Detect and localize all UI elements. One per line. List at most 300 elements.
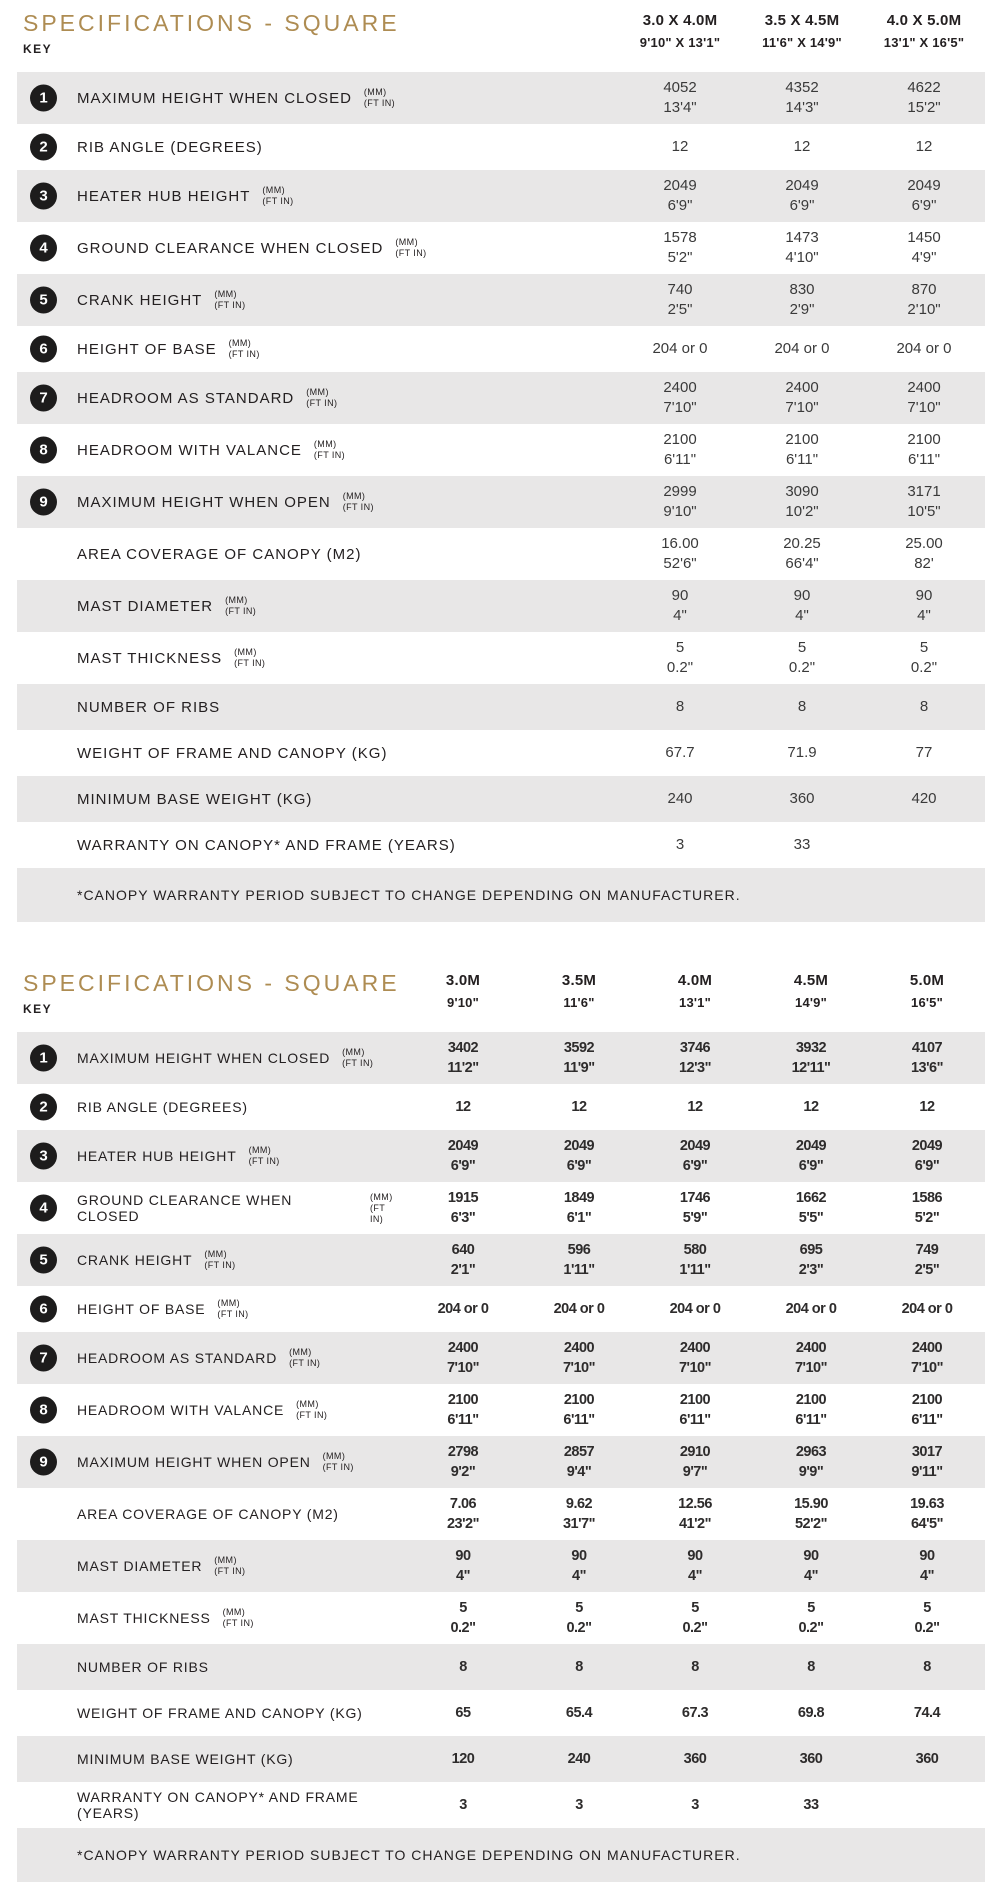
spec-value-cell	[405, 1592, 521, 1644]
spec-value-line: 2999	[663, 483, 697, 500]
spec-value-cell	[741, 737, 863, 769]
spec-value-line: 4"	[572, 1568, 586, 1584]
spec-value-line: 4"	[456, 1568, 470, 1584]
spec-value-line: 12	[455, 1099, 471, 1115]
spec-value-line: 14'3"	[785, 99, 819, 116]
spec-value-line: 7'10"	[910, 1360, 943, 1376]
column-imperial-label: 13'1"	[679, 995, 711, 1010]
spec-value-cell	[637, 1436, 753, 1488]
spec-row	[17, 222, 985, 274]
spec-value-cell	[405, 1651, 521, 1683]
spec-value-line: 2049	[911, 1138, 943, 1154]
spec-value-line: 2400	[785, 379, 819, 396]
spec-label-cell	[17, 741, 619, 766]
spec-value-cell	[863, 131, 985, 163]
spec-value-line: 8	[807, 1659, 815, 1675]
spec-value-cell	[637, 1592, 753, 1644]
spec-value-line: 90	[915, 587, 933, 604]
spec-value-cell	[619, 333, 741, 365]
key-number-badge: 6	[30, 336, 57, 363]
key-number-badge: 7	[30, 385, 57, 412]
spec-value-cell	[753, 1436, 869, 1488]
spec-value-cell	[863, 222, 985, 274]
spec-value-cell	[863, 691, 985, 723]
spec-value-line: 3746	[679, 1040, 711, 1056]
table2-title-block	[17, 970, 405, 1016]
column-size-label: 3.0M	[445, 972, 481, 989]
spec-value-line: 20.25	[783, 535, 821, 552]
spec-value-cell	[863, 737, 985, 769]
spec-value-cell	[521, 1234, 637, 1286]
spec-value-line: 12	[915, 138, 933, 155]
unit-line: (FT IN)	[262, 196, 294, 206]
key-number-badge: 2	[30, 134, 57, 161]
key-number-badge: 9	[30, 1449, 57, 1476]
spec-label: MINIMUM BASE WEIGHT (KG)	[77, 1751, 294, 1767]
spec-label: HEATER HUB HEIGHT	[77, 187, 251, 205]
spec-value-cell	[741, 528, 863, 580]
spec-value-line: 1662	[795, 1190, 827, 1206]
spec-value-line: 12	[687, 1099, 703, 1115]
spec-row	[17, 124, 985, 170]
spec-row	[17, 1182, 985, 1234]
spec-value-line: 3171	[907, 483, 941, 500]
spec-value-line: 90	[571, 1548, 587, 1564]
spec-value-line: 9'9"	[798, 1464, 824, 1480]
spec-value-line: 33	[793, 836, 811, 853]
column-header	[521, 972, 637, 1010]
spec-row	[17, 1540, 985, 1592]
column-size-label: 4.5M	[793, 972, 829, 989]
spec-value-line: 0.2"	[910, 659, 938, 676]
spec-value-cell	[521, 1091, 637, 1123]
spec-value-line: 3	[675, 836, 685, 853]
spec-label: AREA COVERAGE OF CANOPY (M2)	[77, 545, 362, 563]
spec-value-cell	[637, 1488, 753, 1540]
spec-value-cell	[637, 1651, 753, 1683]
spec-value-line: 41'2"	[678, 1516, 711, 1532]
spec-value-line: 0.2"	[798, 1620, 824, 1636]
spec-row	[17, 1736, 985, 1782]
spec-value-cell	[405, 1488, 521, 1540]
spec-label-cell	[17, 1655, 405, 1679]
spec-value-line: 9'4"	[566, 1464, 592, 1480]
spec-value-line: 2100	[785, 431, 819, 448]
spec-label: MAST DIAMETER	[77, 1558, 203, 1574]
spec-value-cell	[753, 1234, 869, 1286]
spec-value-line: 5'2"	[914, 1210, 940, 1226]
key-number-badge: 4	[30, 235, 57, 262]
column-imperial-label: 9'10" X 13'1"	[639, 35, 721, 50]
key-number-badge: 1	[30, 85, 57, 112]
spec-label: HEADROOM AS STANDARD	[77, 389, 295, 407]
spec-value-line: 77	[915, 744, 933, 761]
spec-value-line: 1746	[679, 1190, 711, 1206]
spec-value-line: 66'4"	[785, 555, 819, 572]
spec-value-line: 240	[667, 790, 693, 807]
spec-value-line: 360	[789, 790, 815, 807]
key-number-badge: 4	[30, 1195, 57, 1222]
spec-value-line: 749	[915, 1242, 939, 1258]
spec-value-cell	[753, 1488, 869, 1540]
spec-value-line: 204 or 0	[785, 1301, 837, 1317]
spec-value-line: 204 or 0	[774, 340, 830, 357]
spec-value-cell	[521, 1130, 637, 1182]
key-number-badge: 8	[30, 437, 57, 464]
spec-row	[17, 1130, 985, 1182]
spec-value-cell	[863, 839, 985, 851]
spec-value-cell	[405, 1332, 521, 1384]
spec-label-cell	[17, 1141, 405, 1171]
spec-label-cell	[17, 1395, 405, 1425]
spec-value-line: 204 or 0	[669, 1301, 721, 1317]
spec-value-cell	[521, 1488, 637, 1540]
spec-row	[17, 476, 985, 528]
unit-note	[296, 1399, 327, 1421]
spec-row	[17, 1332, 985, 1384]
spec-label-cell	[17, 695, 619, 720]
spec-value-line: 67.3	[681, 1705, 709, 1721]
unit-note	[314, 439, 345, 461]
spec-value-cell	[521, 1032, 637, 1084]
spec-value-line: 4'9"	[911, 249, 937, 266]
spec-value-cell	[521, 1540, 637, 1592]
spec-value-line: 1'11"	[563, 1262, 595, 1278]
spec-value-cell	[741, 274, 863, 326]
spec-value-line: 12'11"	[791, 1060, 831, 1076]
spec-value-cell	[869, 1384, 985, 1436]
spec-value-line: 64'5"	[910, 1516, 943, 1532]
unit-line: (MM)	[370, 1191, 393, 1202]
spec-label: WEIGHT OF FRAME AND CANOPY (KG)	[77, 1705, 363, 1721]
spec-value-cell	[521, 1436, 637, 1488]
spec-value-cell	[521, 1332, 637, 1384]
spec-label: AREA COVERAGE OF CANOPY (M2)	[77, 1506, 339, 1522]
spec-value-cell	[869, 1540, 985, 1592]
spec-value-line: 6'11"	[447, 1412, 479, 1428]
spec-value-cell	[741, 72, 863, 124]
spec-value-cell	[637, 1091, 753, 1123]
spec-value-line: 69.8	[797, 1705, 825, 1721]
spec-table-single-size	[17, 970, 985, 1882]
spec-value-line: 0.2"	[450, 1620, 476, 1636]
spec-value-line: 2857	[563, 1444, 595, 1460]
spec-value-cell	[753, 1332, 869, 1384]
spec-value-line: 4107	[911, 1040, 943, 1056]
spec-value-line: 12	[671, 138, 689, 155]
unit-line: (MM)	[322, 1451, 346, 1461]
spec-value-line: 740	[667, 281, 693, 298]
spec-row	[17, 372, 985, 424]
unit-line: (MM)	[289, 1347, 312, 1357]
spec-label-cell	[17, 1343, 405, 1373]
spec-value-line: 2400	[795, 1340, 827, 1356]
spec-label: HEADROOM WITH VALANCE	[77, 1402, 285, 1418]
spec-value-line: 360	[683, 1751, 707, 1767]
spec-value-cell	[869, 1436, 985, 1488]
spec-value-line: 3090	[785, 483, 819, 500]
spec-value-line: 7'10"	[446, 1360, 479, 1376]
spec-label-cell	[17, 1747, 405, 1771]
spec-value-line: 3592	[563, 1040, 595, 1056]
spec-label: WEIGHT OF FRAME AND CANOPY (KG)	[77, 744, 388, 762]
spec-row	[17, 72, 985, 124]
spec-value-cell	[863, 333, 985, 365]
spec-value-cell	[869, 1651, 985, 1683]
key-number-badge: 1	[30, 1045, 57, 1072]
spec-value-line: 8	[919, 698, 929, 715]
spec-value-line: 6'1"	[566, 1210, 592, 1226]
spec-value-line: 6'11"	[663, 451, 697, 468]
spec-value-cell	[863, 424, 985, 476]
spec-value-cell	[521, 1743, 637, 1775]
spec-row	[17, 822, 985, 868]
spec-value-cell	[405, 1697, 521, 1729]
spec-value-line: 640	[451, 1242, 475, 1258]
spec-value-line: 596	[567, 1242, 591, 1258]
unit-line: (MM)	[228, 338, 252, 348]
spec-value-line: 4"	[917, 607, 931, 624]
spec-row	[17, 1436, 985, 1488]
key-number-badge: 9	[30, 489, 57, 516]
spec-label: HEADROOM AS STANDARD	[77, 1350, 278, 1366]
spec-value-line: 8	[691, 1659, 699, 1675]
spec-label-cell	[17, 435, 619, 465]
spec-value-cell	[863, 476, 985, 528]
spec-value-line: 2'10"	[907, 301, 941, 318]
spec-value-line: 2'3"	[798, 1262, 824, 1278]
spec-value-cell	[619, 222, 741, 274]
column-size-label: 4.0 X 5.0M	[886, 12, 962, 29]
spec-value-cell	[405, 1384, 521, 1436]
unit-line: (MM)	[222, 1607, 246, 1617]
spec-value-line: 6'9"	[798, 1158, 824, 1174]
spec-value-cell	[619, 372, 741, 424]
spec-value-line: 5	[691, 1600, 699, 1616]
spec-value-line: 5'2"	[667, 249, 693, 266]
spec-value-line: 4"	[673, 607, 687, 624]
spec-value-cell	[521, 1651, 637, 1683]
spec-value-cell	[753, 1182, 869, 1234]
spec-label-cell	[17, 233, 619, 263]
spec-value-cell	[619, 632, 741, 684]
spec-label: MAXIMUM HEIGHT WHEN OPEN	[77, 493, 331, 511]
spec-value-cell	[869, 1234, 985, 1286]
spec-value-line: 6'9"	[667, 197, 693, 214]
spec-value-line: 5	[797, 639, 807, 656]
spec-value-line: 3	[575, 1797, 583, 1813]
spec-row	[17, 170, 985, 222]
spec-value-cell	[741, 372, 863, 424]
unit-line: (FT IN)	[322, 1462, 354, 1472]
spec-value-cell	[753, 1697, 869, 1729]
spec-value-line: 33	[803, 1797, 819, 1813]
spec-value-line: 9'10"	[663, 503, 697, 520]
unit-note	[214, 1555, 245, 1577]
spec-value-cell	[753, 1384, 869, 1436]
spec-value-line: 830	[789, 281, 815, 298]
spec-value-line: 3	[459, 1797, 467, 1813]
unit-note	[225, 595, 256, 617]
spec-label: RIB ANGLE (DEGREES)	[77, 138, 263, 156]
unit-note	[249, 1145, 280, 1167]
spec-value-line: 580	[683, 1242, 707, 1258]
spec-value-line: 5	[575, 1600, 583, 1616]
spec-value-cell	[863, 372, 985, 424]
spec-label-cell	[17, 1551, 405, 1581]
spec-value-line: 360	[915, 1751, 939, 1767]
spec-value-line: 4352	[785, 79, 819, 96]
column-imperial-label: 16'5"	[911, 995, 943, 1010]
spec-label-cell	[17, 487, 619, 517]
unit-line: (FT IN)	[228, 349, 260, 359]
spec-value-cell	[753, 1032, 869, 1084]
spec-label-cell	[17, 285, 619, 315]
spec-value-cell	[753, 1091, 869, 1123]
spec-label-cell	[17, 1095, 405, 1119]
spec-label: MINIMUM BASE WEIGHT (KG)	[77, 790, 313, 808]
spec-value-line: 2963	[795, 1444, 827, 1460]
spec-value-cell	[619, 170, 741, 222]
spec-value-line: 90	[455, 1548, 471, 1564]
spec-label-cell	[17, 542, 619, 567]
spec-label: NUMBER OF RIBS	[77, 698, 221, 716]
column-imperial-label: 13'1" X 16'5"	[883, 35, 965, 50]
spec-value-line: 90	[687, 1548, 703, 1564]
spec-value-line: 8	[797, 698, 807, 715]
spec-value-line: 15.90	[794, 1496, 828, 1512]
spec-value-cell	[753, 1743, 869, 1775]
unit-line: (MM)	[342, 1047, 365, 1057]
spec-value-cell	[521, 1182, 637, 1234]
spec-value-line: 9'7"	[682, 1464, 708, 1480]
spec-value-cell	[741, 829, 863, 861]
unit-note	[289, 1347, 320, 1369]
column-header	[405, 972, 521, 1010]
spec-value-line: 2049	[795, 1138, 827, 1154]
spec-value-line: 90	[919, 1548, 935, 1564]
spec-value-line: 9'2"	[450, 1464, 476, 1480]
unit-line: (MM)	[395, 237, 418, 247]
spec-label-cell	[17, 1245, 405, 1275]
spec-value-line: 2400	[679, 1340, 711, 1356]
spec-value-cell	[869, 1293, 985, 1325]
spec-value-cell	[619, 72, 741, 124]
spec-value-line: 120	[451, 1751, 475, 1767]
spec-value-line: 1849	[563, 1190, 595, 1206]
spec-value-line: 3017	[911, 1444, 943, 1460]
key-label: KEY	[23, 42, 53, 56]
spec-row	[17, 1488, 985, 1540]
spec-value-cell	[521, 1789, 637, 1821]
spec-value-cell	[405, 1182, 521, 1234]
spec-label-cell	[17, 1701, 405, 1725]
spec-value-line: 1578	[663, 229, 697, 246]
spec-label-cell	[17, 787, 619, 812]
spec-label-cell	[17, 643, 619, 673]
spec-value-line: 5	[675, 639, 685, 656]
spec-label-cell	[17, 1785, 405, 1825]
unit-line: (MM)	[342, 491, 366, 501]
spec-value-cell	[521, 1697, 637, 1729]
spec-row	[17, 1644, 985, 1690]
spec-value-line: 5'9"	[682, 1210, 708, 1226]
spec-value-line: 6'11"	[679, 1412, 711, 1428]
unit-line: (MM)	[214, 289, 237, 299]
spec-label-cell	[17, 591, 619, 621]
spec-value-cell	[405, 1789, 521, 1821]
spec-value-cell	[637, 1130, 753, 1182]
spec-value-line: 6'9"	[682, 1158, 708, 1174]
unit-line: (MM)	[214, 1555, 237, 1565]
spec-row	[17, 632, 985, 684]
key-number-badge: 5	[30, 287, 57, 314]
spec-value-cell	[869, 1182, 985, 1234]
spec-value-cell	[637, 1234, 753, 1286]
spec-row	[17, 1782, 985, 1828]
spec-value-cell	[405, 1743, 521, 1775]
spec-value-line: 240	[567, 1751, 591, 1767]
spec-value-line: 2910	[679, 1444, 711, 1460]
unit-line: (FT IN)	[342, 502, 374, 512]
spec-value-line: 4"	[795, 607, 809, 624]
spec-value-cell	[869, 1743, 985, 1775]
column-header	[863, 12, 985, 50]
spec-label-cell	[17, 1603, 405, 1633]
spec-value-cell	[521, 1293, 637, 1325]
column-headers	[619, 10, 985, 50]
spec-label: MAXIMUM HEIGHT WHEN CLOSED	[77, 1050, 331, 1066]
spec-value-line: 71.9	[787, 744, 817, 761]
spec-value-line: 12	[803, 1099, 819, 1115]
unit-note	[229, 338, 260, 360]
spec-value-line: 7'10"	[562, 1360, 595, 1376]
spec-value-line: 1586	[911, 1190, 943, 1206]
spec-value-line: 420	[911, 790, 937, 807]
spec-rows	[17, 1032, 985, 1828]
unit-note	[342, 1047, 373, 1069]
spec-label-cell	[17, 1502, 405, 1526]
unit-line: (FT IN)	[248, 1156, 280, 1166]
spec-value-line: 11'9"	[563, 1060, 595, 1076]
spec-value-cell	[619, 737, 741, 769]
spec-value-line: 2100	[663, 431, 697, 448]
spec-value-cell	[619, 783, 741, 815]
spec-value-cell	[869, 1799, 985, 1811]
spec-value-line: 4052	[663, 79, 697, 96]
spec-value-line: 12	[793, 138, 811, 155]
spec-value-cell	[637, 1182, 753, 1234]
spec-value-cell	[869, 1592, 985, 1644]
spec-value-cell	[741, 783, 863, 815]
unit-line: (FT IN)	[342, 1058, 374, 1068]
unit-line: (MM)	[217, 1298, 241, 1308]
spec-label: GROUND CLEARANCE WHEN CLOSED	[77, 1192, 293, 1224]
unit-note	[214, 289, 245, 311]
spec-value-line: 1915	[447, 1190, 479, 1206]
table1-title-block	[17, 10, 619, 56]
spec-value-cell	[863, 72, 985, 124]
spec-value-line: 2400	[447, 1340, 479, 1356]
spec-value-cell	[405, 1091, 521, 1123]
unit-note	[262, 185, 293, 207]
spec-value-line: 23'2"	[446, 1516, 479, 1532]
spec-value-cell	[741, 691, 863, 723]
spec-value-line: 3	[691, 1797, 699, 1813]
unit-note	[364, 87, 395, 109]
spec-label: MAST THICKNESS	[77, 1610, 211, 1626]
column-size-label: 3.5 X 4.5M	[764, 12, 840, 29]
